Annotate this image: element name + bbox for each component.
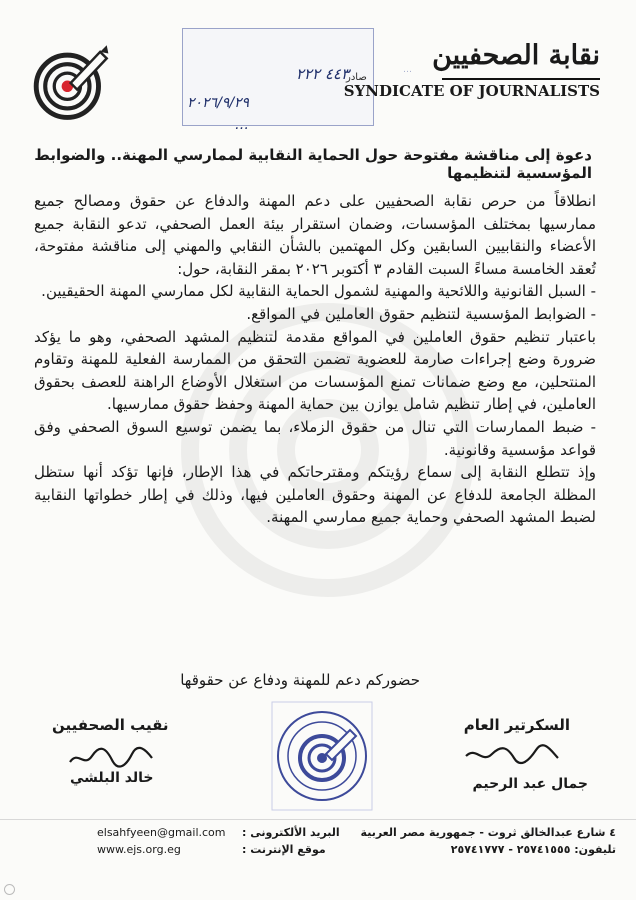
stamp-date: ٢٠٢٦/٩/٢٩ <box>187 95 250 111</box>
body-bullet: - ضبط الممارسات التي تنال من حقوق الزملاء، بما يضمن توسيع السوق الصحفي وفق قواعد مؤسسية وقانونية. <box>34 417 596 459</box>
stamp-signature: … <box>235 117 249 133</box>
body-bullet: - السبل القانونية واللائحية والمهنية لشمول الحماية النقابية لكل ممارسي المهنة الحقيقيين. <box>41 282 596 301</box>
letter-title: دعوة إلى مناقشة مفتوحة حول الحماية النقابية لممارسي المهنة.. والضوابط المؤسسية لتنظيمها <box>34 146 592 182</box>
brand-english: SYNDICATE OF JOURNALISTS <box>343 82 600 100</box>
body-paragraph: وإذ تتطلع النقابة إلى سماع رؤيتكم ومقترحاتكم في هذا الإطار، فإنها تؤكد أنها ستظل المظلة الجامعة للدفاع عن المهنة وحقوق العاملين فيها، وذلك في إطار خطواتها النقابية لضبط المشهد الصحفي وحماية جميع ممارسي المهنة. <box>34 463 596 527</box>
signatory-right-title: السكرتير العام <box>463 716 570 734</box>
footer-divider <box>0 819 636 820</box>
stamp-faint-text: … <box>403 65 412 75</box>
signatory-right-name: جمال عبد الرحيم <box>472 776 588 792</box>
body-paragraph: انطلاقاً من حرص نقابة الصحفيين على دعم المهنة والدفاع عن حقوق ومصالح جميع ممارسيها بمختلف المؤسسات، وضمان استقرار بيئة العمل الصحفي، تدعو النقابة جميع الأعضاء والنقابيين السابقين وكل المهتمين بالشأن النقابي والمهني إلى مناقشة مفتوحة، تُعقد الخامسة مساءً السبت القادم ٣ أكتوبر ٢٠٢٦ بمقر النقابة، حول: <box>34 192 596 278</box>
signatory-left-title: نقيب الصحفيين <box>52 716 169 734</box>
stamp-number: ٤٤٣ ٢٢٢ <box>295 65 349 83</box>
signatory-left-name: خالد البلشي <box>70 770 154 786</box>
brand-arabic: نقابة الصحفيين <box>432 40 600 71</box>
brand-divider <box>442 78 600 80</box>
footer-phone: تليفون: ٢٥٧٤١٥٥٥ - ٢٥٧٤١٧٧٧ <box>450 843 616 856</box>
signature-left-scribble <box>66 744 156 770</box>
syndicate-logo <box>28 42 110 124</box>
footer-website-label: موقع الإنترنت : <box>242 843 326 856</box>
syndicate-seal <box>270 700 374 812</box>
closing-line: حضوركم دعم للمهنة ودفاع عن حقوقها <box>180 671 420 689</box>
footer-email-label: البريد الألكترونى : <box>242 826 340 839</box>
scanner-icon <box>4 884 15 895</box>
signature-right-scribble <box>462 742 562 768</box>
footer-website[interactable]: www.ejs.org.eg <box>97 843 181 856</box>
body-bullet: - الضوابط المؤسسية لتنظيم حقوق العاملين في المواقع. <box>246 304 596 323</box>
letter-body <box>34 190 596 529</box>
footer-email[interactable]: elsahfyeen@gmail.com <box>97 826 226 839</box>
stamp-side-label: صادر <box>346 72 367 83</box>
footer-address: ٤ شارع عبدالخالق ثروت - جمهورية مصر العربية <box>360 826 616 839</box>
body-paragraph: باعتبار تنظيم حقوق العاملين في المواقع مقدمة لتنظيم المشهد الصحفي، وهو ما يؤكد ضرورة وضع إجراءات صارمة للعضوية تضمن التحقق من الممارسة الفعلية للمهنة وتقاوم المنتحلين، مع وضع ضمانات تمنع المؤسسات من استغلال الأوضاع الراهنة للعصف بحقوق العاملين، في إطار تنظيم شامل يوازن بين حماية المهنة وحفظ حقوق ممارسيها. <box>34 327 596 414</box>
